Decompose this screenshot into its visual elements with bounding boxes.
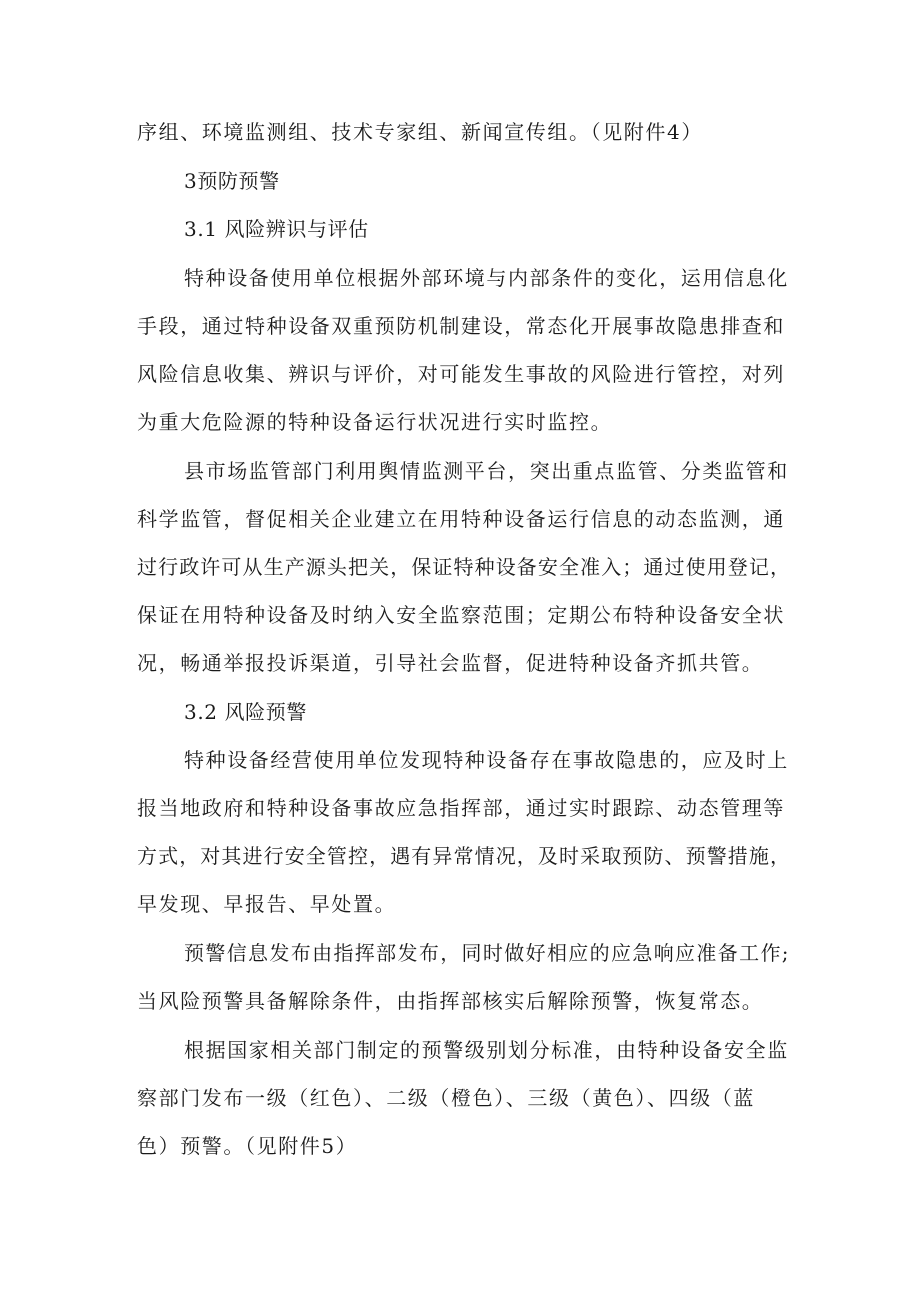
- text-line: 报当地政府和特种设备事故应急指挥部，通过实时跟踪、动态管理等: [137, 796, 785, 820]
- text-line: 序组、环境监测组、技术专家组、新闻宣传组。（见附件4）: [137, 120, 703, 144]
- subsection-heading: 3.2 风险预警: [184, 700, 307, 724]
- text-line: 况，畅通举报投诉渠道，引导社会监督，促进特种设备齐抓共管。: [137, 651, 764, 675]
- text-line: 科学监管，督促相关企业建立在用特种设备运行信息的动态监测，通: [137, 507, 785, 531]
- section-heading: 3预防预警: [184, 169, 280, 193]
- text-line: 风险信息收集、辨识与评价，对可能发生事故的风险进行管控，对列: [137, 362, 785, 386]
- text-line: 特种设备经营使用单位发现特种设备存在事故隐患的，应及时上: [184, 748, 789, 772]
- text-line: 察部门发布一级（红色）、二级（橙色）、三级（黄色）、四级（蓝: [137, 1086, 755, 1110]
- text-line: 特种设备使用单位根据外部环境与内部条件的变化，运用信息化: [184, 266, 789, 290]
- text-line: 保证在用特种设备及时纳入安全监察范围；定期公布特种设备安全状: [137, 603, 785, 627]
- text-line: 方式，对其进行安全管控，遇有异常情况，及时采取预防、预警措施，: [137, 844, 792, 868]
- text-line: 县市场监管部门利用舆情监测平台，突出重点监管、分类监管和: [184, 459, 789, 483]
- text-line: 手段，通过特种设备双重预防机制建设，常态化开展事故隐患排查和: [137, 314, 785, 338]
- text-line: 为重大危险源的特种设备运行状况进行实时监控。: [137, 410, 613, 434]
- text-line: 当风险预警具备解除条件，由指挥部核实后解除预警，恢复常态。: [137, 989, 764, 1013]
- text-line: 过行政许可从生产源头把关，保证特种设备安全准入；通过使用登记，: [137, 555, 792, 579]
- subsection-heading: 3.1 风险辨识与评估: [184, 217, 369, 241]
- text-line: 根据国家相关部门制定的预警级别划分标准，由特种设备安全监: [184, 1038, 789, 1062]
- text-line: 早发现、早报告、早处置。: [137, 892, 397, 916]
- text-line: 预警信息发布由指挥部发布，同时做好相应的应急响应准备工作;: [184, 941, 790, 965]
- text-line: 色）预警。（见附件5）: [137, 1134, 358, 1158]
